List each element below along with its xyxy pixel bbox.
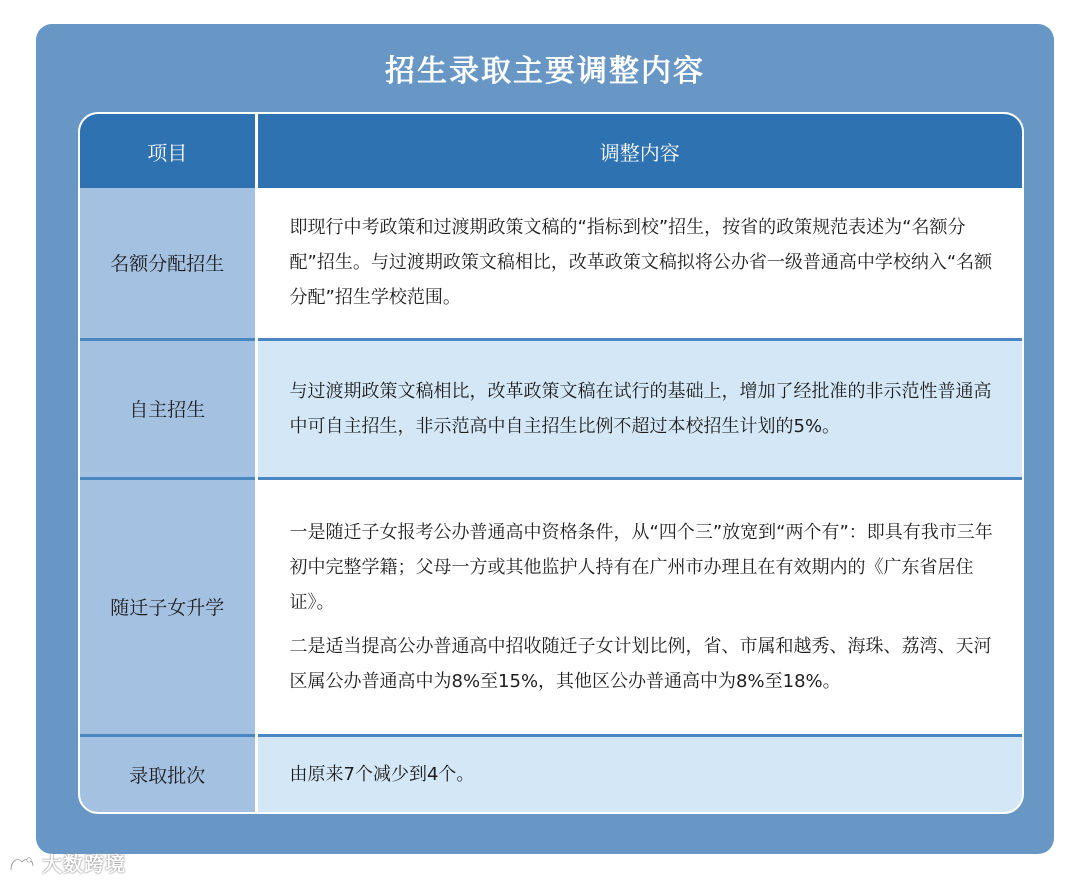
table-row: [80, 735, 1022, 812]
row-content-paragraph: 与过渡期政策文稿相比，改革政策文稿在试行的基础上，增加了经批准的非示范性普通高中可自主招生，非示范高中自主招生比例不超过本校招生计划的5%。: [289, 380, 992, 437]
row-content: [256, 735, 1022, 812]
summary-panel: [36, 24, 1054, 854]
adjustment-table: [80, 114, 1022, 812]
panel-title: 招生录取主要调整内容: [385, 54, 705, 89]
row-content: [256, 339, 1022, 478]
table-row: [80, 478, 1022, 735]
row-item-label: 录取批次: [80, 735, 256, 812]
row-item-label: 随迁子女升学: [80, 478, 256, 735]
table-header-row: [80, 114, 1022, 188]
row-item-label: 自主招生: [80, 339, 256, 478]
table-row: [80, 188, 1022, 339]
dashuju-logo-icon: [8, 854, 36, 874]
table-row: [80, 339, 1022, 478]
watermark-text: 大数跨境: [42, 852, 126, 876]
row-content-paragraph: 二是适当提高公办普通高中招收随迁子女计划比例，省、市属和越秀、海珠、荔湾、天河区属公办普通高中为8%至15%，其他区公办普通高中为8%至18%。: [289, 635, 992, 692]
row-content-paragraph: 由原来7个减少到4个。: [289, 763, 475, 785]
row-content-paragraph: 一是随迁子女报考公办普通高中资格条件，从“四个三”放宽到“两个有”：即具有我市三年初中完整学籍；父母一方或其他监护人持有在广州市办理且在有效期内的《广东省居住证》。: [289, 521, 993, 613]
watermark: [8, 848, 126, 877]
adjustment-table-card: [78, 112, 1024, 814]
row-item-label: 名额分配招生: [80, 188, 256, 339]
header-item: 项目: [80, 114, 256, 188]
row-content-paragraph: 即现行中考政策和过渡期政策文稿的“指标到校”招生，按省的政策规范表述为“名额分配”招生。与过渡期政策文稿相比，改革政策文稿拟将公办省一级普通高中学校纳入“名额分配”招生学校范围。: [289, 217, 993, 309]
row-content: [256, 188, 1022, 339]
header-content: 调整内容: [256, 114, 1022, 188]
row-content: [256, 478, 1022, 735]
